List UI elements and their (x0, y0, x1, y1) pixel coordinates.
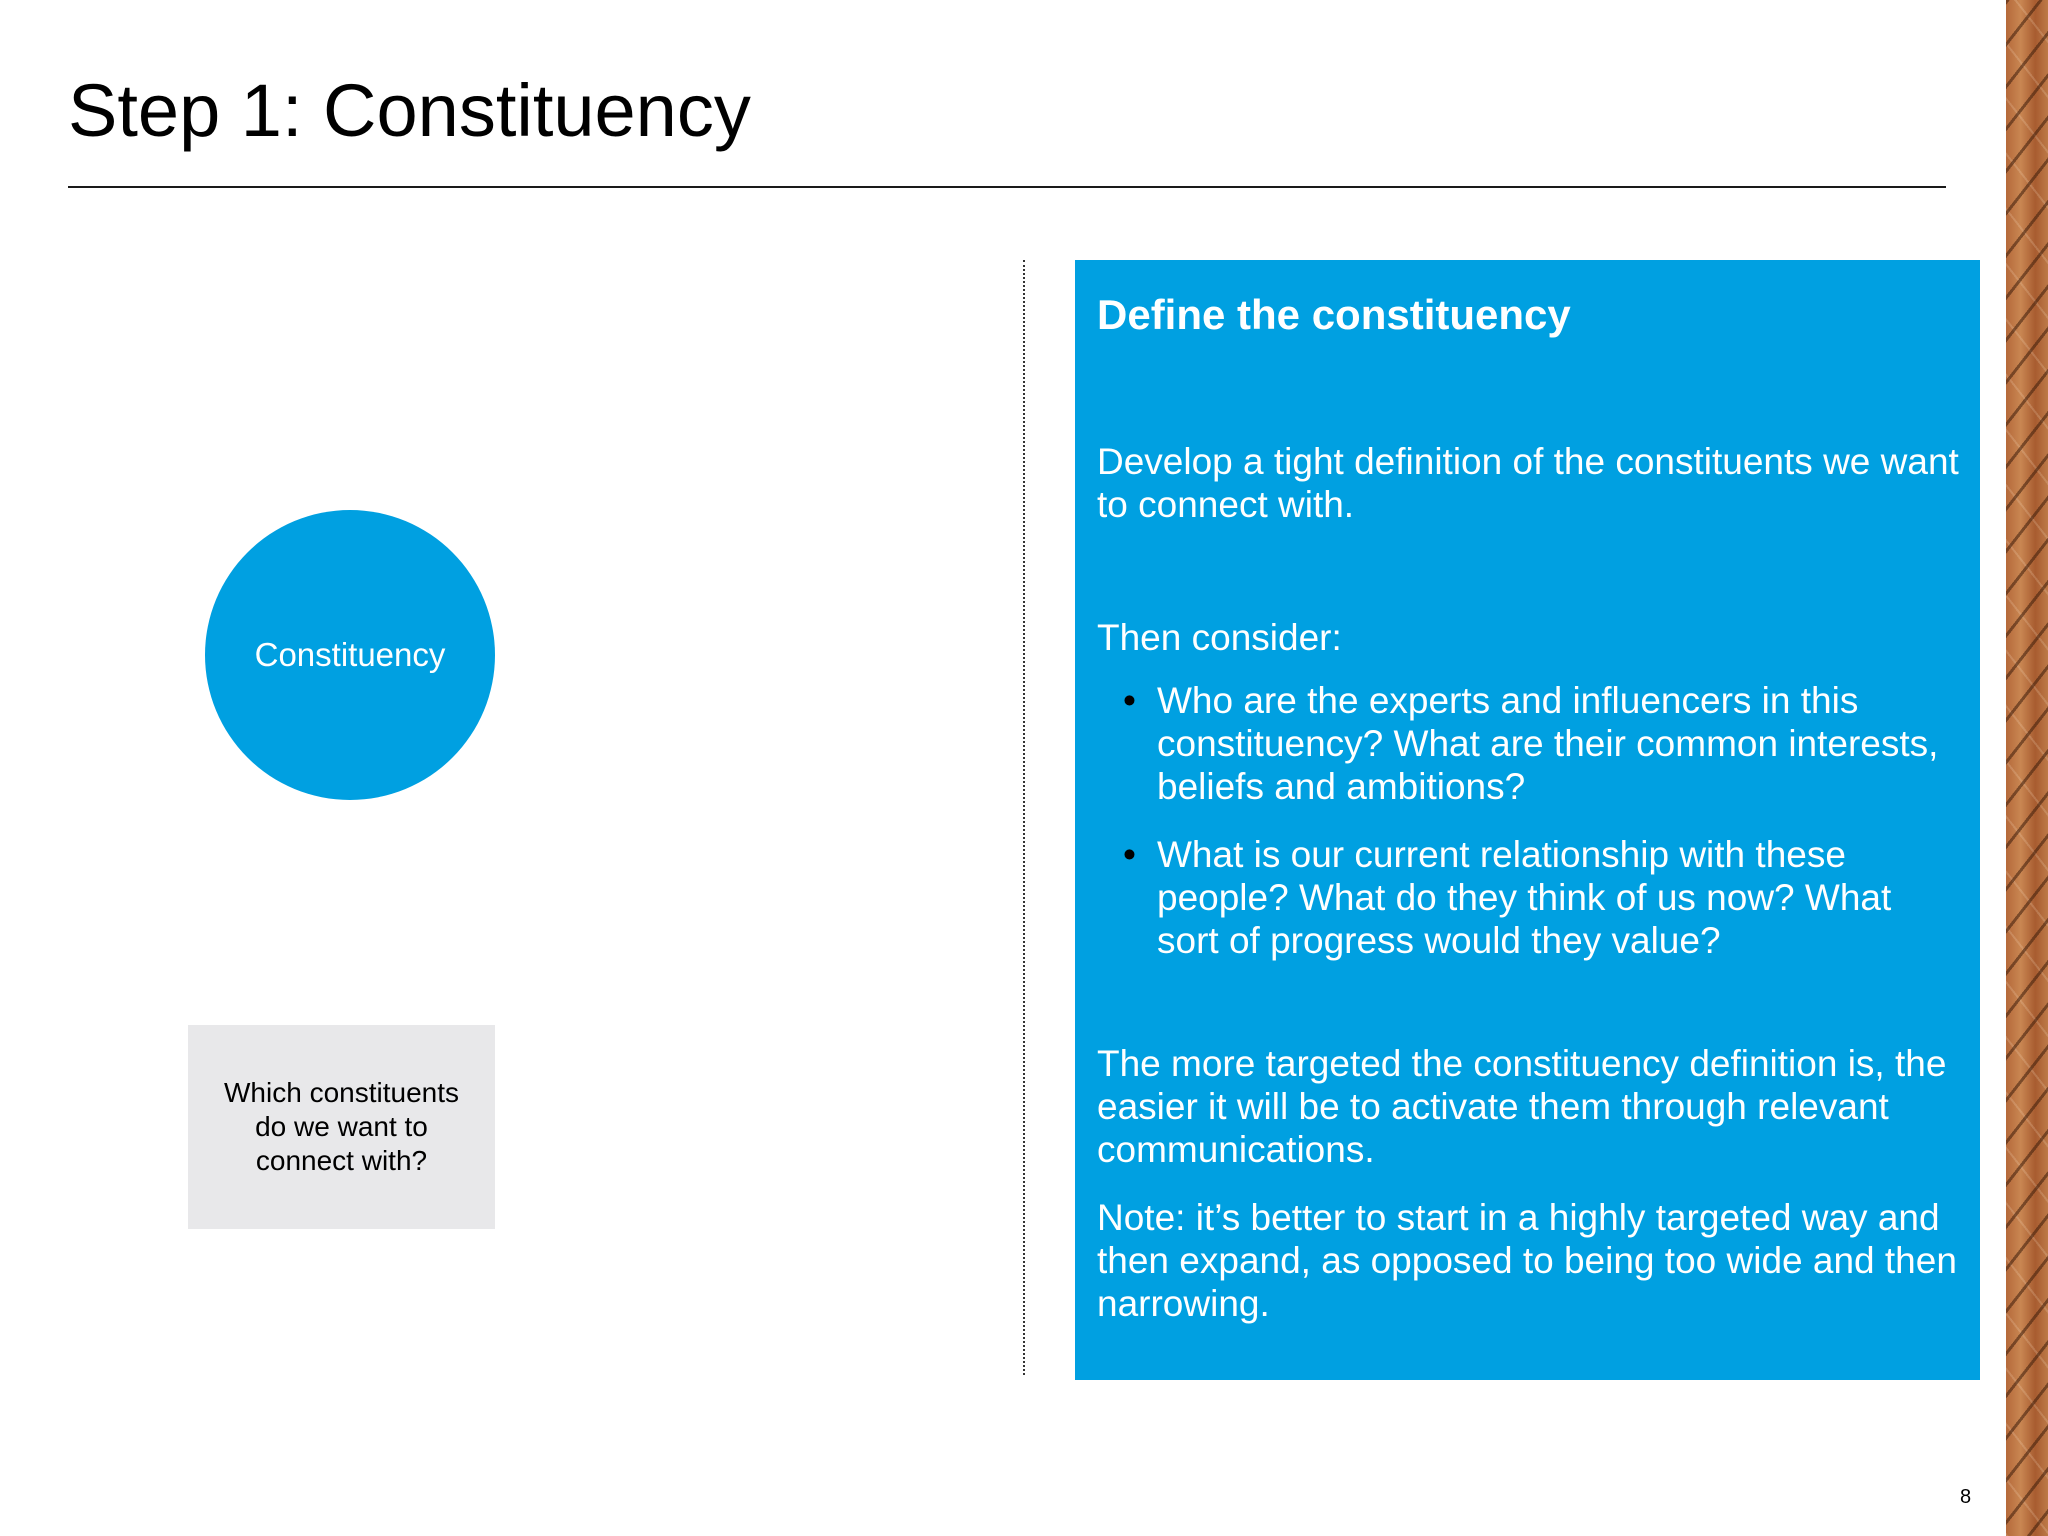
wood-texture-strip (2006, 0, 2048, 1536)
circle-label: Constituency (254, 636, 446, 673)
constituency-circle (205, 510, 495, 800)
panel-targeted: The more targeted the constituency definition is, the easier it will be to activate them through relevant communications. (1097, 1043, 1947, 1170)
page-number: 8 (1960, 1486, 1972, 1508)
slide-title: Step 1: Constituency (68, 69, 751, 152)
panel-note: Note: it’s better to start in a highly targeted way and then expand, as opposed to being too wide and then narrowing. (1097, 1197, 1957, 1324)
bullet-text: Who are the experts and influencers in this constituency? What are their common interests, beliefs and ambitions? (1157, 680, 1939, 807)
bullet-icon: • (1123, 834, 1136, 875)
list-item (1097, 833, 1962, 962)
dotted-divider (1023, 260, 1025, 1375)
question-text: Which constituents do we want to connect with? (224, 1077, 459, 1176)
panel-consider: Then consider: (1097, 617, 1342, 658)
info-panel (1075, 260, 1980, 1380)
consider-list (1097, 679, 1962, 962)
panel-heading: Define the constituency (1097, 291, 1571, 338)
bullet-icon: • (1123, 680, 1136, 721)
title-divider (68, 186, 1946, 188)
question-box (188, 1025, 495, 1229)
list-item (1097, 679, 1962, 808)
panel-intro: Develop a tight definition of the constituents we want to connect with. (1097, 441, 1959, 525)
bullet-text: What is our current relationship with these people? What do they think of us now? What sort of progress would they value? (1157, 834, 1892, 961)
